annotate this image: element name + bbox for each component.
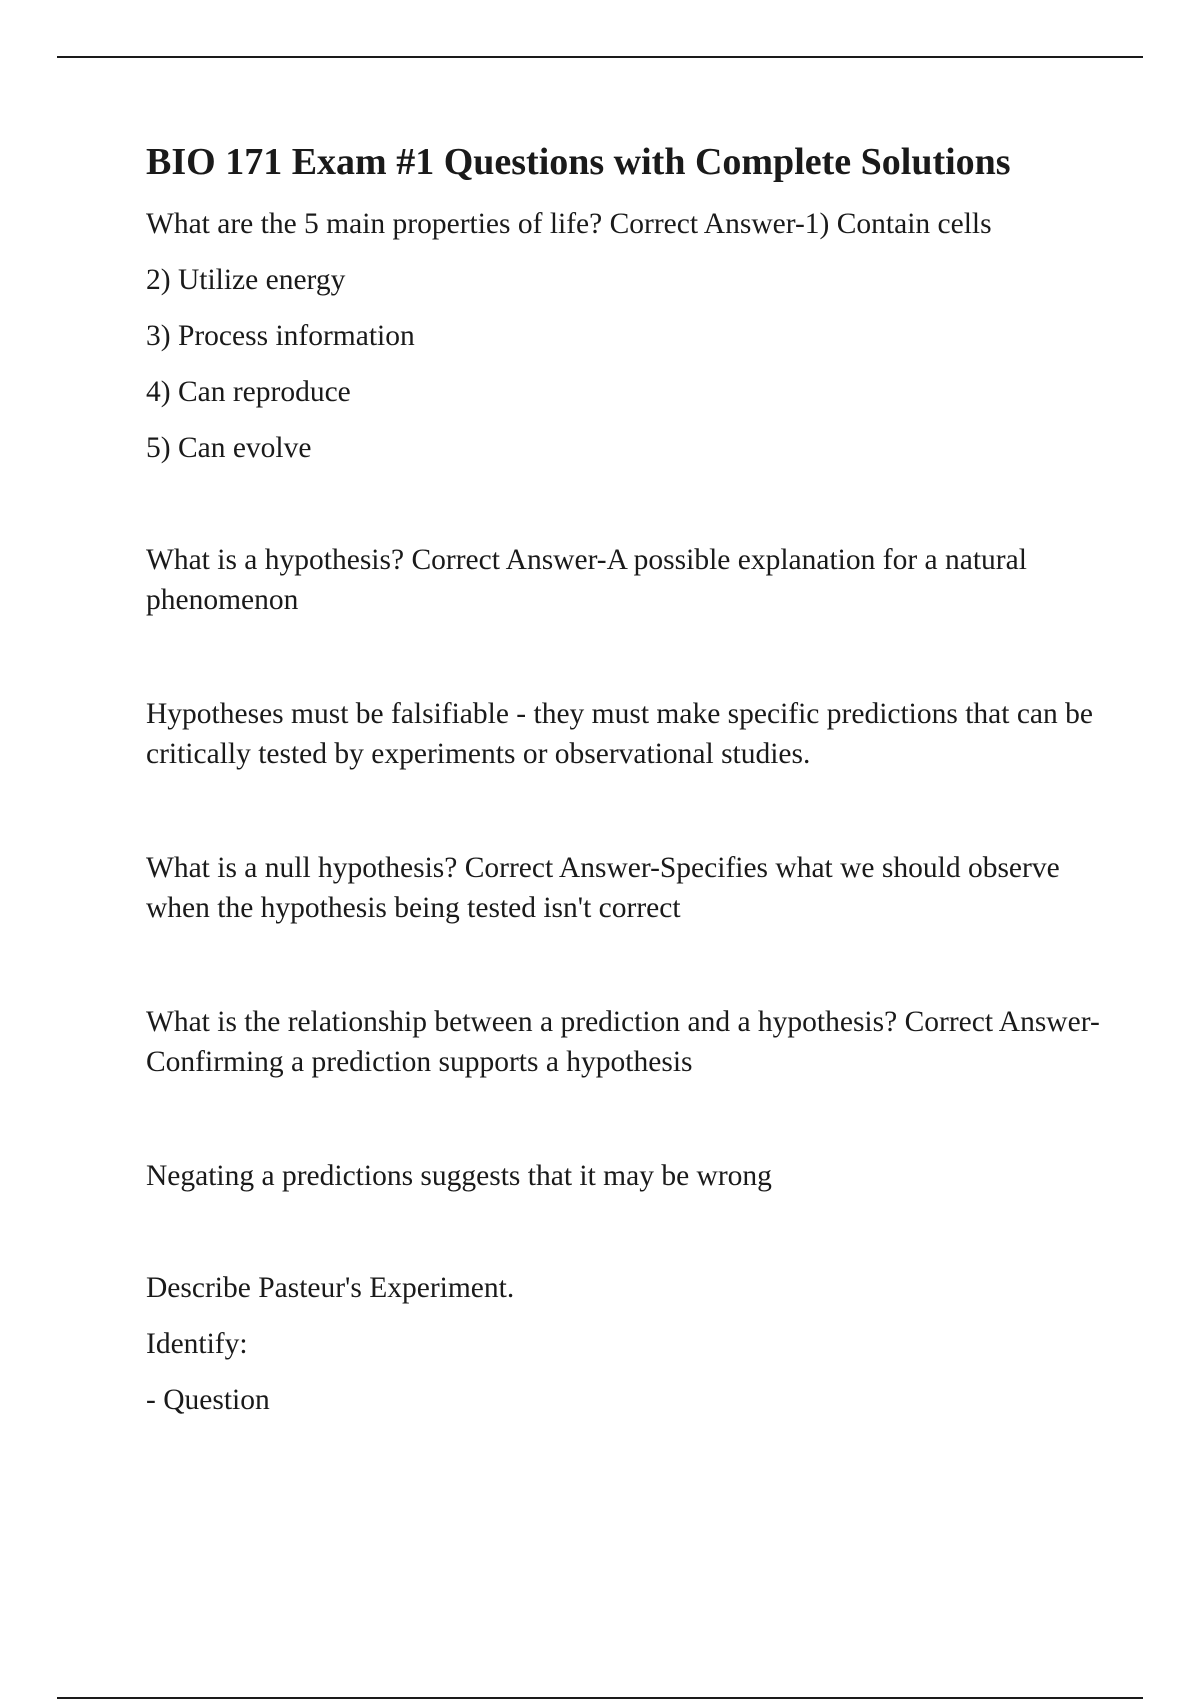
document-body	[146, 140, 1106, 1420]
list-item: 5) Can evolve	[146, 431, 312, 464]
note-negating-prediction: Negating a predictions suggests that it may be wrong	[146, 1159, 772, 1192]
document-title: BIO 171 Exam #1 Questions with Complete Solutions	[146, 141, 1011, 183]
footer-rule	[57, 1697, 1143, 1699]
list-item: 2) Utilize energy	[146, 263, 346, 296]
question-pasteur-experiment: Describe Pasteur's Experiment.	[146, 1271, 515, 1304]
question-null-hypothesis: What is a null hypothesis? Correct Answer-Specifies what we should observe when the hypothesis being tested isn't correct	[146, 851, 1060, 924]
question-properties-of-life: What are the 5 main properties of life? Correct Answer-1) Contain cells	[146, 207, 992, 240]
list-item: - Question	[146, 1383, 270, 1416]
header-rule	[57, 56, 1143, 58]
list-item: 4) Can reproduce	[146, 375, 351, 408]
note-falsifiable: Hypotheses must be falsifiable - they must make specific predictions that can be critically tested by experiments or observational studies.	[146, 697, 1093, 770]
list-item: Identify:	[146, 1327, 248, 1360]
list-item: 3) Process information	[146, 319, 415, 352]
question-hypothesis: What is a hypothesis? Correct Answer-A possible explanation for a natural phenomenon	[146, 543, 1027, 616]
question-prediction-relationship: What is the relationship between a prediction and a hypothesis? Correct Answer-Confirming a prediction supports a hypothesis	[146, 1005, 1100, 1078]
